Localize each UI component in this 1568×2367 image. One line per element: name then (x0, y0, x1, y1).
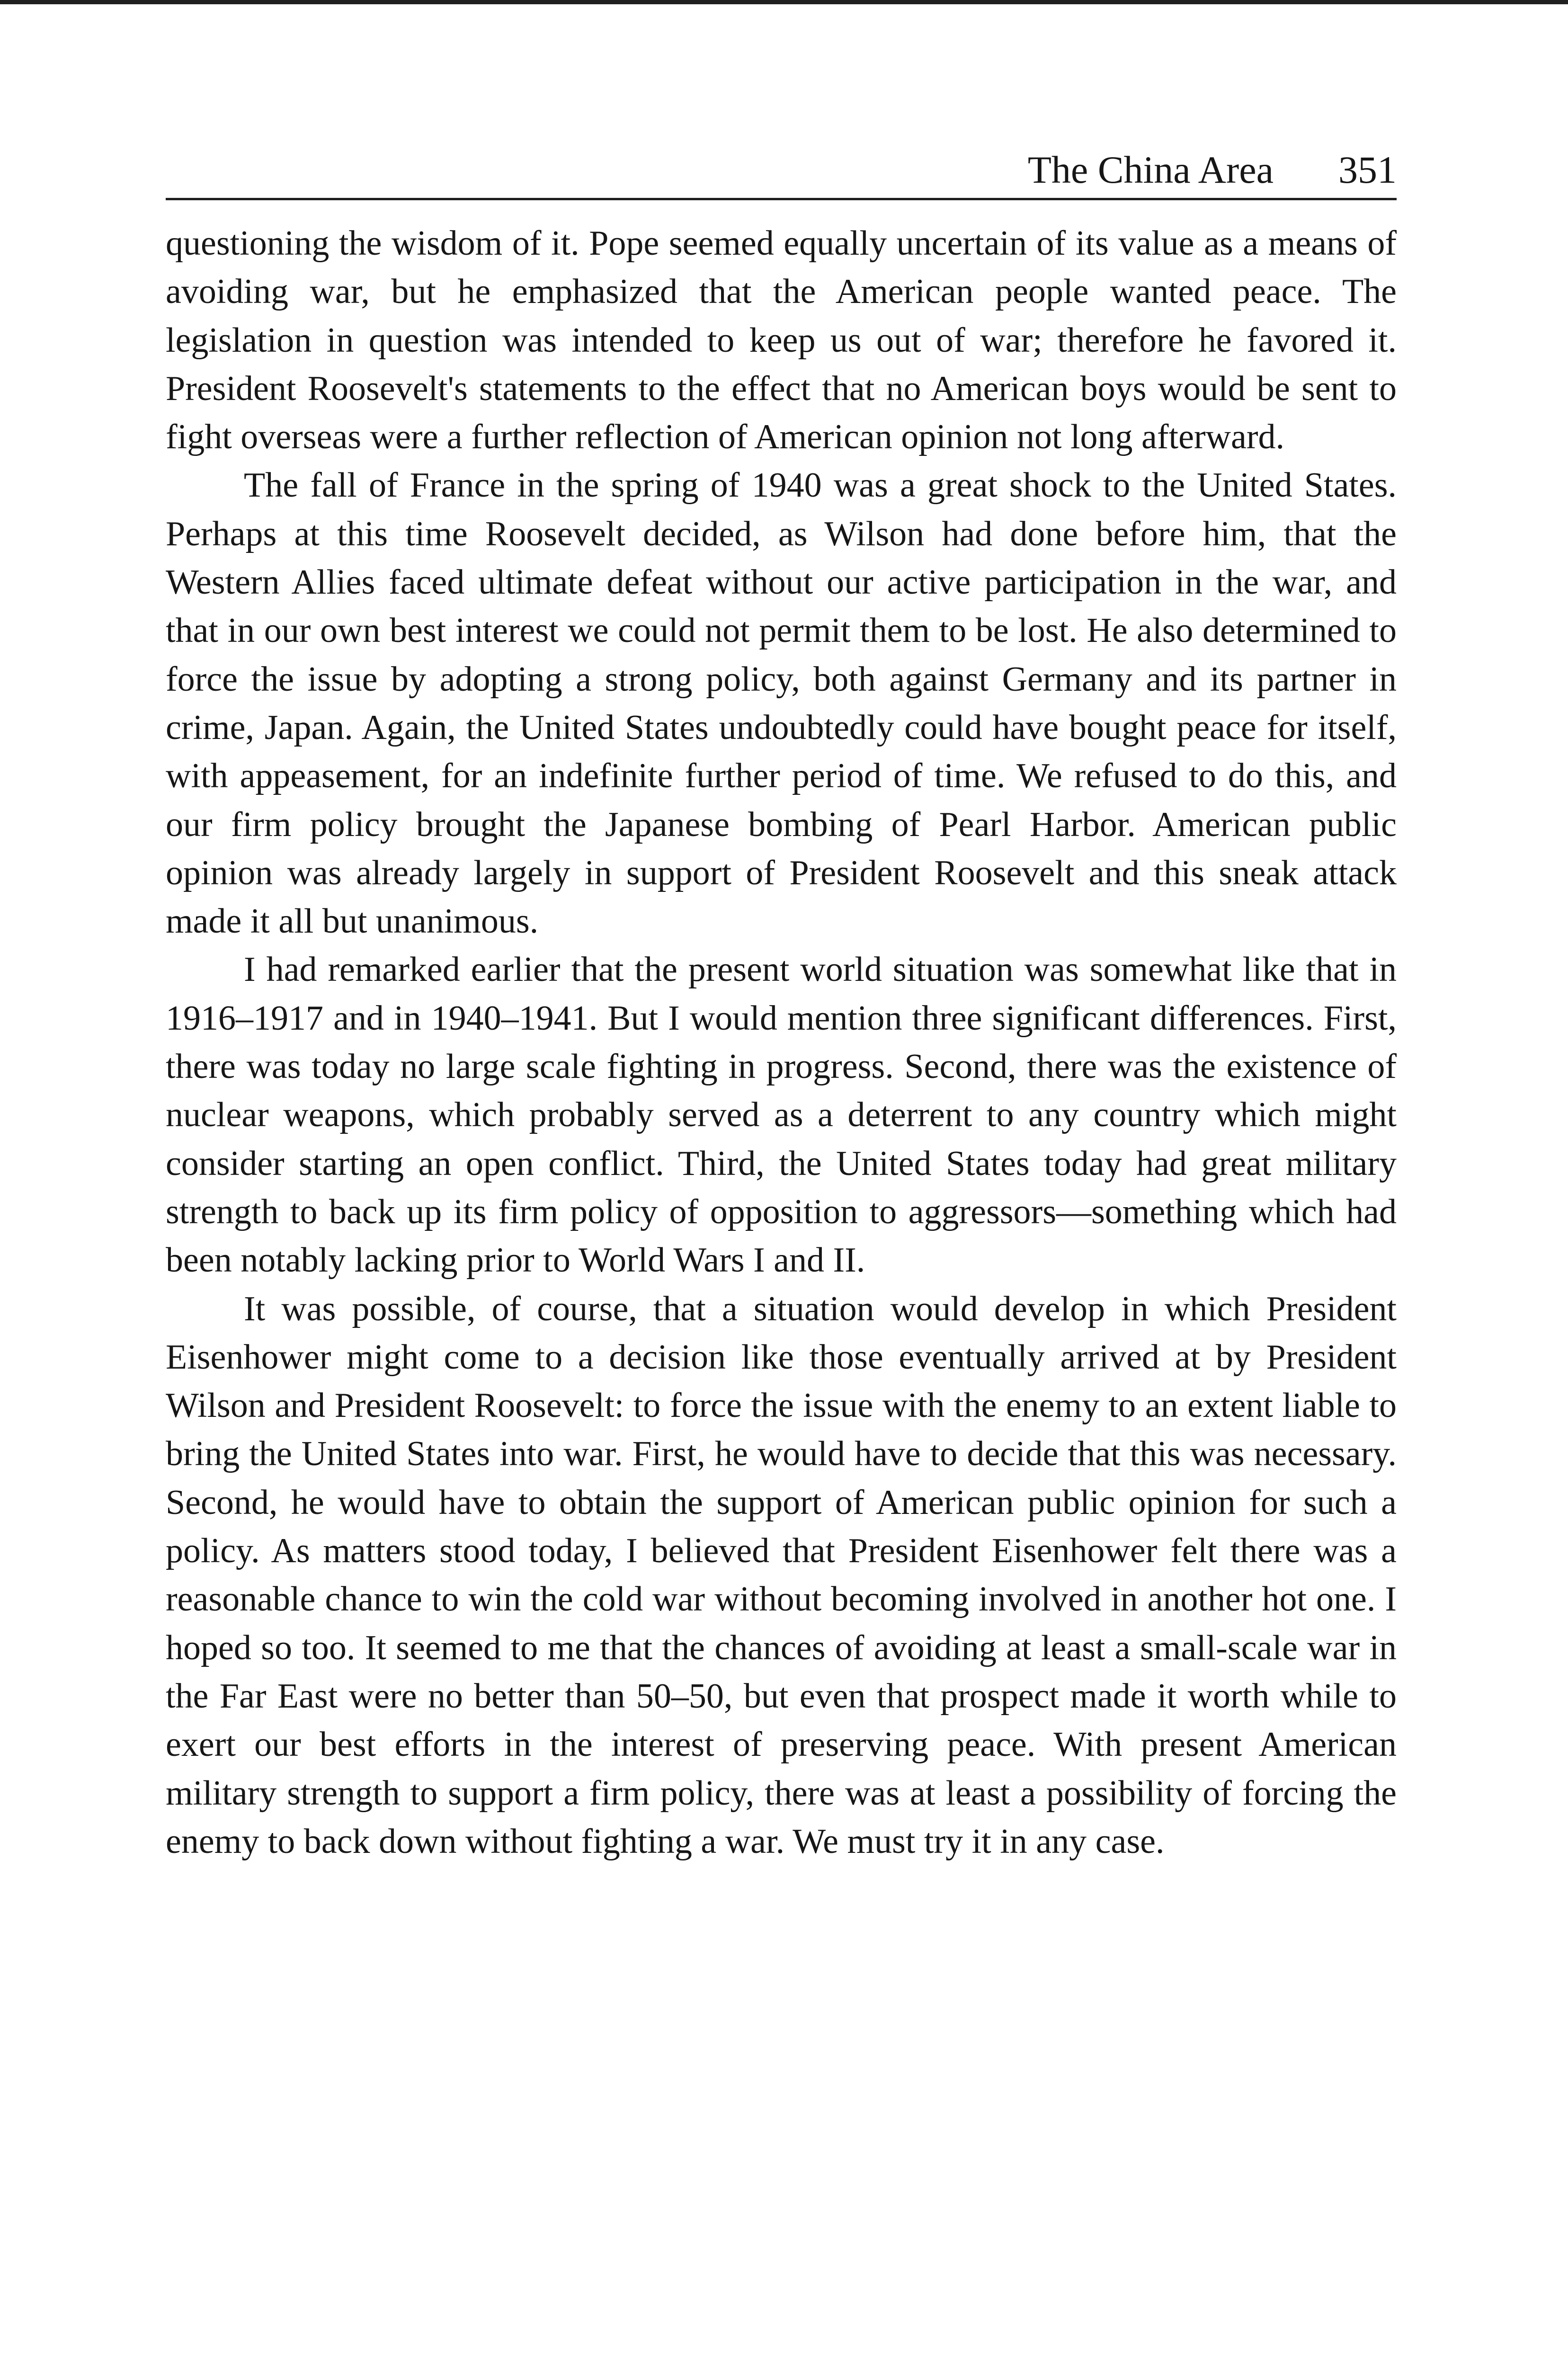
scan-top-edge (0, 0, 1568, 4)
paragraph-1: questioning the wisdom of it. Pope seemed equally uncertain of its value as a means of avoiding war, but he emphasized that the American people wanted peace. The legislation in question was intended to keep us out of war; therefore he favored it. President Roosevelt's statements to the effect that no American boys would be sent to fight overseas were a further reflection of American opinion not long afterward. (166, 224, 1397, 457)
body-text (166, 219, 1397, 1866)
paragraph-2: The fall of France in the spring of 1940 was a great shock to the United States. Perhaps at this time Roosevelt decided, as Wilson had done before him, that the Western Allies faced ultimate defeat without our active participation in the war, and that in our own best interest we could not permit them to be lost. He also determined to force the issue by adopting a strong policy, both against Germany and its partner in crime, Japan. Again, the United States undoubtedly could have bought peace for itself, with appeasement, for an indefinite further period of time. We refused to do this, and our firm policy brought the Japanese bombing of Pearl Harbor. American public opinion was already largely in support of President Roosevelt and this sneak attack made it all but unanimous. (166, 466, 1397, 941)
page-number: 351 (1338, 148, 1397, 191)
book-page (166, 142, 1397, 1866)
paragraph-4: It was possible, of course, that a situation would develop in which President Eisenhower might come to a decision like those eventually arrived at by President Wilson and President Roosevelt: to force the issue with the enemy to an extent liable to bring the United States into war. First, he would have to decide that this was necessary. Second, he would have to obtain the support of American public opinion for such a policy. As matters stood today, I believed that President Eisenhower felt there was a reasonable chance to win the cold war without becoming involved in another hot one. I hoped so too. It seemed to me that the chances of avoiding at least a small-scale war in the Far East were no better than 50–50, but even that prospect made it worth while to exert our best efforts in the interest of preserving peace. With present American military strength to support a firm policy, there was at least a possibility of forcing the enemy to back down without fighting a war. We must try it in any case. (166, 1289, 1397, 1861)
paragraph-3: I had remarked earlier that the present world situation was somewhat like that in 1916–1917 and in 1940–1941. But I would mention three significant differences. First, there was today no large scale fighting in progress. Second, there was the existence of nuclear weapons, which probably served as a deterrent to any country which might consider starting an open conflict. Third, the United States today had great military strength to back up its firm policy of opposition to aggressors—something which had been notably lacking prior to World Wars I and II. (166, 950, 1397, 1280)
running-head (166, 142, 1397, 200)
running-head-title: The China Area (1027, 148, 1274, 191)
